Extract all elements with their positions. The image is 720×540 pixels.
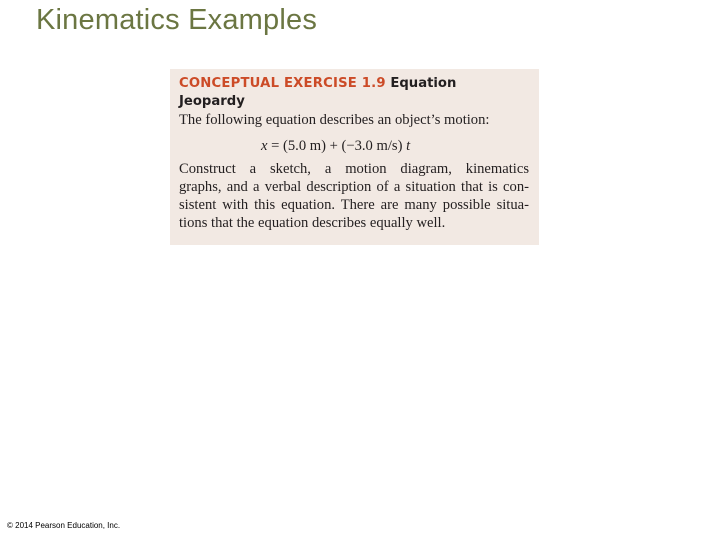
exercise-body-line: sistent with this equation. There are many possible situa- bbox=[179, 197, 529, 213]
exercise-body-line: graphs, and a verbal description of a situation that is con- bbox=[179, 179, 529, 195]
equation-expression: = (5.0 m) + (−3.0 m/s) bbox=[267, 138, 407, 154]
slide-title: Kinematics Examples bbox=[36, 4, 318, 36]
equation-text bbox=[261, 133, 410, 160]
exercise-label: CONCEPTUAL EXERCISE 1.9 bbox=[179, 76, 386, 91]
exercise-name-part1: Equation bbox=[390, 76, 457, 91]
copyright-footer: © 2014 Pearson Education, Inc. bbox=[7, 521, 121, 530]
exercise-body-line: Construct a sketch, a motion diagram, kinematics bbox=[179, 161, 529, 177]
conceptual-exercise-box bbox=[170, 69, 539, 245]
exercise-body-line: tions that the equation describes equally well. bbox=[179, 215, 446, 231]
exercise-body bbox=[179, 160, 529, 232]
motion-equation bbox=[179, 133, 529, 160]
equation-variable-x: x bbox=[261, 138, 268, 154]
exercise-heading bbox=[179, 75, 529, 111]
equation-variable-t: t bbox=[406, 138, 411, 154]
exercise-intro: The following equation describes an object’s motion: bbox=[179, 112, 490, 128]
exercise-name-part2: Jeopardy bbox=[179, 94, 245, 109]
